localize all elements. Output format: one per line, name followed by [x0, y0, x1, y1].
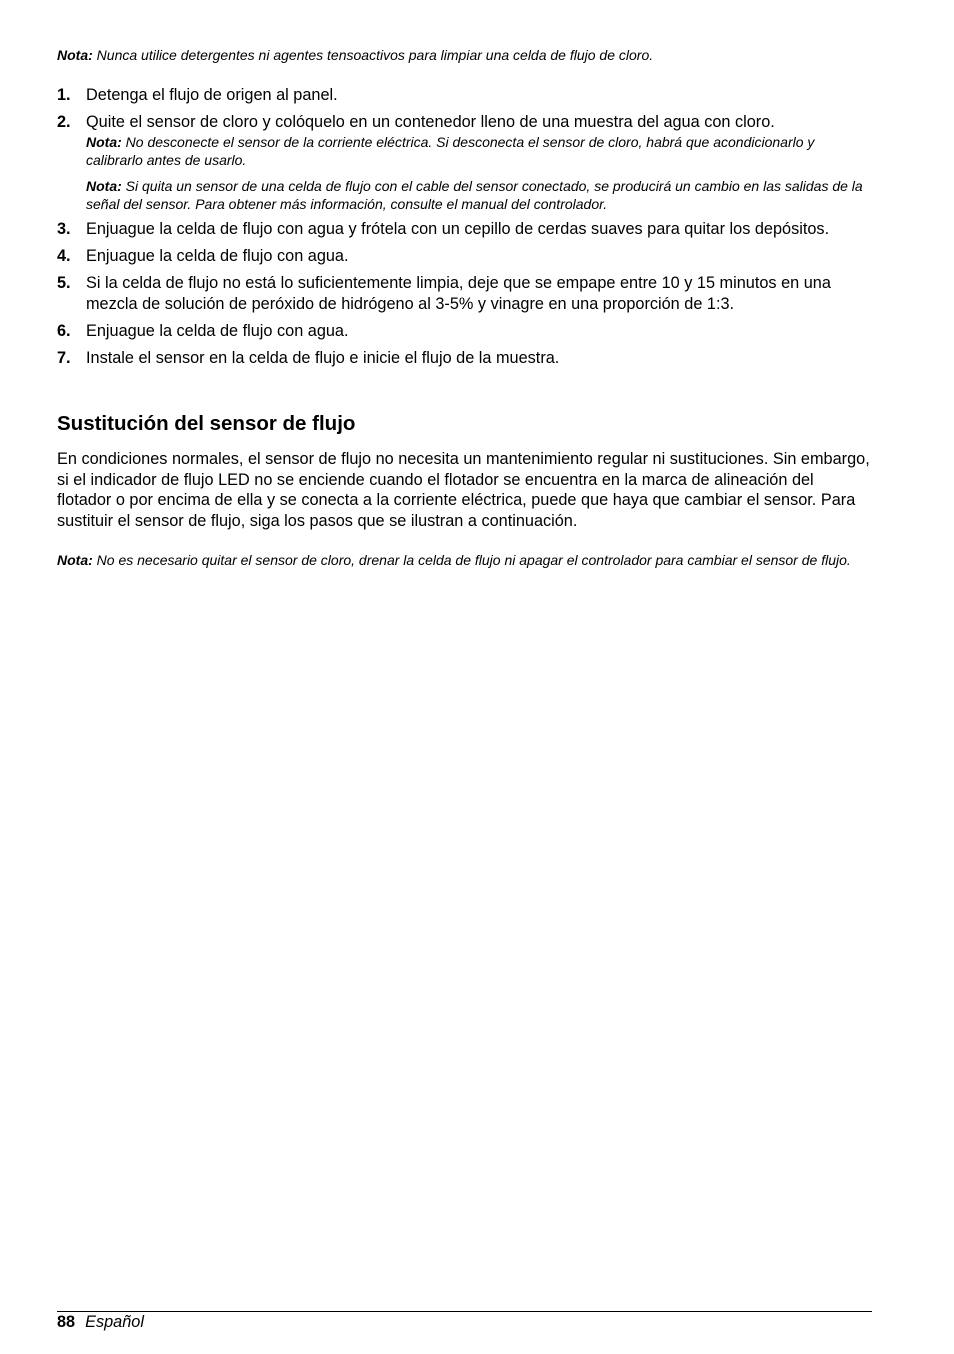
step-text: Enjuague la celda de flujo con agua. — [86, 247, 349, 265]
step-number: 4. — [57, 247, 71, 265]
note-label: Nota: — [57, 47, 93, 63]
step-text: Enjuague la celda de flujo con agua. — [86, 322, 349, 340]
step-item — [57, 112, 872, 213]
step-number: 7. — [57, 349, 71, 367]
step-item — [57, 85, 872, 106]
step-number: 1. — [57, 86, 71, 104]
page-footer — [57, 1312, 144, 1332]
step-item — [57, 246, 872, 267]
page-number: 88 — [57, 1313, 76, 1331]
step-note — [86, 177, 872, 213]
step-item — [57, 348, 872, 369]
note-text: No es necesario quitar el sensor de cloro, drenar la celda de flujo ni apagar el controlador para cambiar el sensor de flujo. — [92, 552, 851, 568]
note-label: Nota: — [57, 552, 93, 568]
step-text: Quite el sensor de cloro y colóquelo en un contenedor lleno de una muestra del agua con cloro. — [86, 113, 775, 131]
step-text: Enjuague la celda de flujo con agua y frótela con un cepillo de cerdas suaves para quitar los depósitos. — [86, 220, 830, 238]
step-note — [86, 133, 872, 169]
note-label: Nota: — [86, 178, 122, 194]
note-text: No desconecte el sensor de la corriente eléctrica. Si desconecta el sensor de cloro, habrá que acondicionarlo y calibrarlo antes de usarlo. — [86, 134, 815, 168]
step-number: 3. — [57, 220, 71, 238]
step-text: Si la celda de flujo no está lo suficientemente limpia, deje que se empape entre 10 y 15 minutos en una mezcla de solución de peróxido de hidrógeno al 3-5% y vinagre en una proporción de 1:3. — [86, 274, 831, 313]
section-heading: Sustitución del sensor de flujo — [57, 412, 356, 435]
footer-language: Español — [85, 1313, 144, 1331]
step-text: Detenga el flujo de origen al panel. — [86, 86, 338, 104]
step-number: 5. — [57, 274, 71, 292]
section-body: En condiciones normales, el sensor de flujo no necesita un mantenimiento regular ni sustituciones. Sin embargo, si el indicador de flujo LED no se enciende cuando el flotador se encuentra en la marca de alineación del flotador o por encima de ella y se conecta a la corriente eléctrica, puede que haya que cambiar el sensor. Para sustituir el sensor de flujo, siga los pasos que se ilustran a continuación. — [57, 450, 870, 530]
step-item — [57, 321, 872, 342]
step-number: 6. — [57, 322, 71, 340]
step-item — [57, 219, 872, 240]
note-text: Si quita un sensor de una celda de flujo con el cable del sensor conectado, se producirá un cambio en las salidas de la señal del sensor. Para obtener más información, consulte el manual del controlador. — [86, 178, 863, 212]
footer-divider — [57, 1311, 872, 1312]
step-text: Instale el sensor en la celda de flujo e inicie el flujo de la muestra. — [86, 349, 560, 367]
note-label: Nota: — [86, 134, 122, 150]
note-text: Nunca utilice detergentes ni agentes tensoactivos para limpiar una celda de flujo de cloro. — [92, 47, 654, 63]
step-number: 2. — [57, 113, 71, 131]
top-note — [57, 46, 872, 64]
section-note — [57, 551, 857, 569]
procedure-steps — [57, 85, 872, 375]
step-item — [57, 273, 872, 315]
